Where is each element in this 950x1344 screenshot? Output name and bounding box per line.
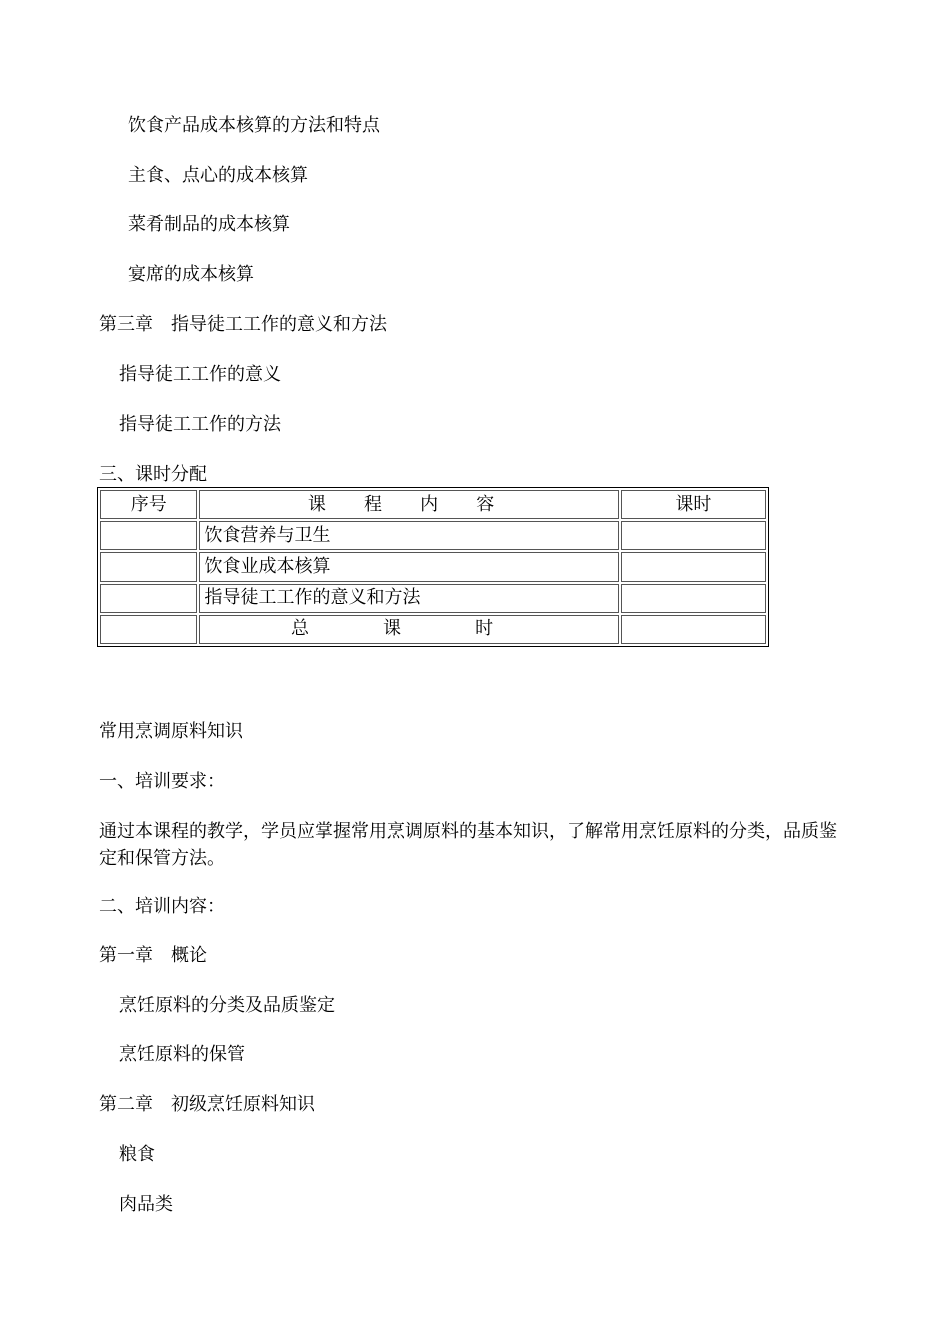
requirements-paragraph: 通过本课程的教学，学员应掌握常用烹调原料的基本知识，了解常用烹饪原料的分类，品质鉴定和保管方法。	[99, 821, 837, 869]
chapter-title: 第二章 初级烹饪原料知识	[99, 1094, 315, 1115]
list-item: 烹饪原料的保管	[119, 1044, 245, 1065]
cell-hours	[621, 552, 766, 581]
total-hours	[621, 615, 766, 644]
table-header-row	[100, 490, 766, 519]
chapter-title: 第三章 指导徒工工作的意义和方法	[99, 314, 387, 335]
total-label	[199, 615, 618, 644]
total-label-text: 总 课 时	[290, 618, 528, 640]
list-item: 粮食	[119, 1144, 155, 1165]
section-title: 二、培训内容：	[99, 896, 225, 917]
header-content	[199, 490, 618, 519]
header-seq: 序号	[100, 490, 197, 519]
list-item: 烹饪原料的分类及品质鉴定	[119, 995, 335, 1016]
chapter-title: 第一章 概论	[99, 945, 207, 966]
cell-seq	[100, 552, 197, 581]
list-item: 饮食产品成本核算的方法和特点	[128, 115, 380, 136]
list-item: 主食、点心的成本核算	[128, 165, 308, 186]
cell-seq	[100, 584, 197, 613]
hours-table	[97, 487, 769, 647]
list-item: 肉品类	[119, 1194, 173, 1215]
cell-hours	[621, 584, 766, 613]
table-row	[100, 584, 766, 613]
section-title: 一、培训要求：	[99, 771, 225, 792]
cell-seq	[100, 615, 197, 644]
table-total-row	[100, 615, 766, 644]
table-row	[100, 521, 766, 550]
cell-content: 饮食营养与卫生	[199, 521, 618, 550]
header-content-label: 课 程 内 容	[307, 493, 511, 515]
cell-content: 指导徒工工作的意义和方法	[199, 584, 618, 613]
cell-hours	[621, 521, 766, 550]
cell-content: 饮食业成本核算	[199, 552, 618, 581]
course-title: 常用烹调原料知识	[99, 721, 243, 742]
header-hours: 课时	[621, 490, 766, 519]
list-item: 指导徒工工作的意义	[119, 364, 281, 385]
table-row	[100, 552, 766, 581]
cell-seq	[100, 521, 197, 550]
list-item: 宴席的成本核算	[128, 264, 254, 285]
section-title: 三、课时分配	[99, 464, 207, 485]
list-item: 指导徒工工作的方法	[119, 414, 281, 435]
list-item: 菜肴制品的成本核算	[128, 214, 290, 235]
